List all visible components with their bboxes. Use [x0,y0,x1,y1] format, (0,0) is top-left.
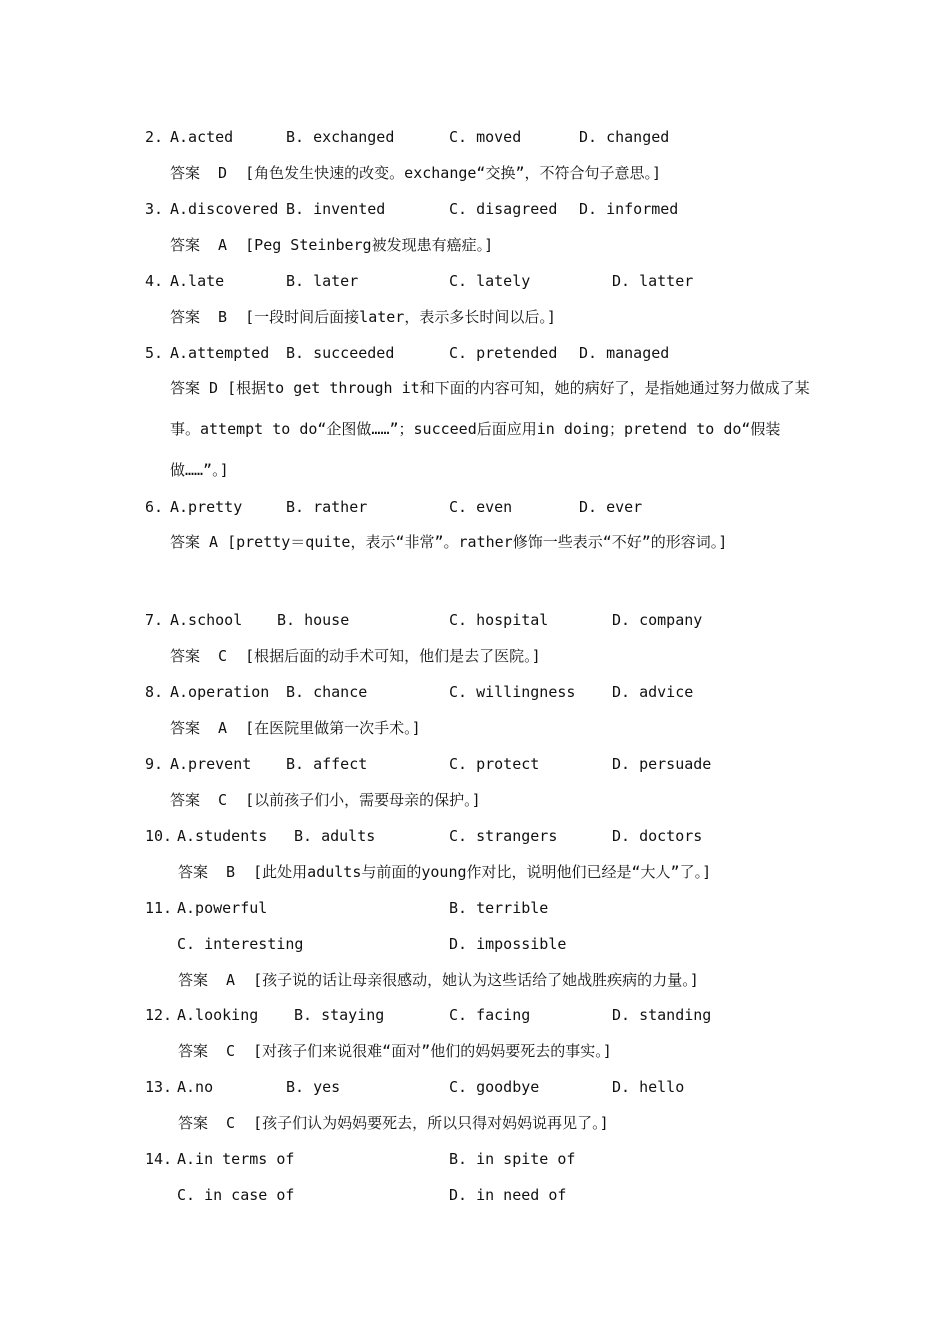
answer-explanation: 答案 D [角色发生快速的改变。exchange“交换”，不符合句子意思。] [170,164,662,182]
option-c: C. lately [449,272,531,290]
option-d: D. impossible [449,935,567,953]
option-a: A.discovered [170,200,279,218]
option-c: C. strangers [449,827,558,845]
option-d: D. hello [612,1078,685,1096]
question-number: 5. [145,344,164,362]
option-b: B. in spite of [449,1150,576,1168]
option-a: A.late [170,272,225,290]
option-b: B. yes [286,1078,341,1096]
option-b: B. terrible [449,899,549,917]
option-c: C. in case of [177,1186,295,1204]
option-c: C. protect [449,755,540,773]
question-number: 4. [145,272,164,290]
option-b: B. adults [294,827,376,845]
option-a: A.prevent [170,755,252,773]
option-b: B. affect [286,755,368,773]
option-c: C. even [449,498,513,516]
option-a: A.no [177,1078,214,1096]
option-b: B. chance [286,683,368,701]
answer-explanation: 答案 A [孩子说的话让母亲很感动，她认为这些话给了她战胜疾病的力量。] [178,971,699,989]
answer-explanation: 答案 A [在医院里做第一次手术。] [170,719,421,737]
option-a: A.in terms of [177,1150,295,1168]
option-a: A.school [170,611,243,629]
option-c: C. disagreed [449,200,558,218]
question-number: 3. [145,200,164,218]
question-number: 14. [145,1150,173,1168]
option-d: D. latter [612,272,694,290]
answer-explanation: 答案 D [根据to get through it和下面的内容可知，她的病好了，是指她通过努力做成了某事。attempt to do“企图做……”；succeed后面应用in doing；pretend to do“假装做……”。] [170,379,810,479]
question-number: 6. [145,498,164,516]
option-a: A.powerful [177,899,268,917]
option-d: D. advice [612,683,694,701]
option-d: D. informed [579,200,679,218]
option-b: B. succeeded [286,344,395,362]
option-a: A.pretty [170,498,243,516]
option-d: D. doctors [612,827,703,845]
option-d: D. standing [612,1006,712,1024]
option-d: D. company [612,611,703,629]
option-c: C. pretended [449,344,558,362]
option-a: A.operation [170,683,270,701]
question-number: 9. [145,755,164,773]
option-b: B. rather [286,498,368,516]
answer-explanation: 答案 B [此处用adults与前面的young作对比，说明他们已经是“大人”了。] [178,863,712,881]
answer-explanation: 答案 B [一段时间后面接later，表示多长时间以后。] [170,308,556,326]
question-number: 2. [145,128,164,146]
question-number: 11. [145,899,173,917]
question-number: 13. [145,1078,173,1096]
option-d: D. managed [579,344,670,362]
option-a: A.acted [170,128,234,146]
option-b: B. invented [286,200,386,218]
option-d: D. persuade [612,755,712,773]
question-number: 7. [145,611,164,629]
option-c: C. willingness [449,683,576,701]
option-c: C. hospital [449,611,549,629]
option-b: B. exchanged [286,128,395,146]
answer-explanation: 答案 C [孩子们认为妈妈要死去，所以只得对妈妈说再见了。] [178,1114,609,1132]
option-d: D. in need of [449,1186,567,1204]
option-a: A.students [177,827,268,845]
option-c: C. interesting [177,935,304,953]
question-number: 12. [145,1006,173,1024]
answer-explanation: 答案 C [对孩子们来说很难“面对”他们的妈妈要死去的事实。] [178,1042,612,1060]
option-b: B. later [286,272,359,290]
option-c: C. facing [449,1006,531,1024]
answer-explanation: 答案 C [以前孩子们小，需要母亲的保护。] [170,791,481,809]
option-b: B. house [277,611,350,629]
option-d: D. ever [579,498,643,516]
option-c: C. moved [449,128,522,146]
answer-explanation: 答案 A [pretty＝quite，表示“非常”。rather修饰一些表示“不好”的形容词。] [170,533,728,551]
question-number: 8. [145,683,164,701]
option-d: D. changed [579,128,670,146]
answer-explanation: 答案 C [根据后面的动手术可知，他们是去了医院。] [170,647,541,665]
option-b: B. staying [294,1006,385,1024]
option-a: A.attempted [170,344,270,362]
option-a: A.looking [177,1006,259,1024]
answer-explanation: 答案 A [Peg Steinberg被发现患有癌症。] [170,236,494,254]
question-number: 10. [145,827,173,845]
option-c: C. goodbye [449,1078,540,1096]
